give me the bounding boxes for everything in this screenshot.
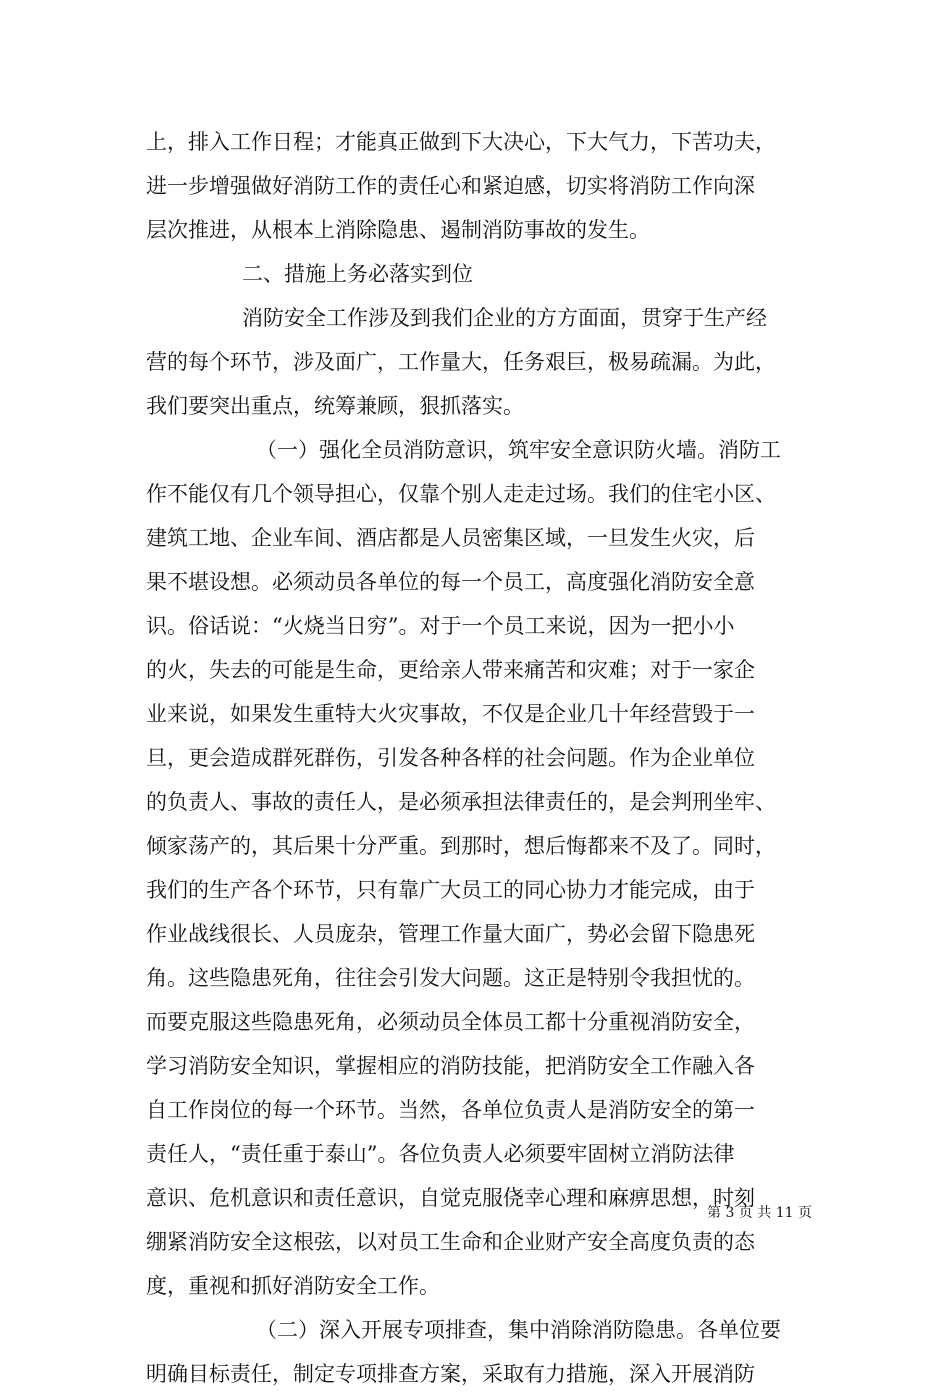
- text-line: 建筑工地、企业车间、酒店都是人员密集区域，一旦发生火灾，后: [146, 526, 755, 550]
- text-line: 倾家荡产的，其后果十分严重。到那时，想后悔都来不及了。同时，: [146, 834, 776, 858]
- text-line: 果不堪设想。必须动员各单位的每一个员工，高度强化消防安全意: [146, 570, 755, 594]
- page-number-footer: 第 3 页 共 11 页: [707, 1205, 812, 1221]
- text-line: 进一步增强做好消防工作的责任心和紧迫感，切实将消防工作向深: [146, 174, 755, 198]
- text-line: 消防安全工作涉及到我们企业的方方面面，贯穿于生产经: [242, 306, 767, 330]
- section-heading: 二、措施上务必落实到位: [242, 262, 473, 286]
- text-line: 作不能仅有几个领导担心，仅靠个别人走走过场。我们的住宅小区、: [146, 482, 776, 506]
- text-line: 识。俗话说：“火烧当日穷”。对于一个员工来说，因为一把小小: [146, 614, 735, 638]
- subsection-heading-line: （二）深入开展专项排查，集中消除消防隐患。各单位要: [256, 1318, 781, 1342]
- text-line: 旦，更会造成群死群伤，引发各种各样的社会问题。作为企业单位: [146, 746, 755, 770]
- text-line: 作业战线很长、人员庞杂，管理工作量大面广，势必会留下隐患死: [146, 922, 755, 946]
- text-line: 明确目标责任，制定专项排查方案，采取有力措施，深入开展消防: [146, 1362, 755, 1386]
- text-line: 上，排入工作日程；才能真正做到下大决心，下大气力，下苦功夫，: [146, 130, 776, 154]
- text-line: 而要克服这些隐患死角，必须动员全体员工都十分重视消防安全，: [146, 1010, 755, 1034]
- text-line: 我们要突出重点，统筹兼顾，狠抓落实。: [146, 394, 524, 418]
- text-line: 责任人，“责任重于泰山”。各位负责人必须要牢固树立消防法律: [146, 1142, 735, 1166]
- text-line: 绷紧消防安全这根弦，以对员工生命和企业财产安全高度负责的态: [146, 1230, 755, 1254]
- text-line: 的火，失去的可能是生命，更给亲人带来痛苦和灾难；对于一家企: [146, 658, 755, 682]
- text-line: 自工作岗位的每一个环节。当然，各单位负责人是消防安全的第一: [146, 1098, 755, 1122]
- text-line: 的负责人、事故的责任人，是必须承担法律责任的，是会判刑坐牢、: [146, 790, 776, 814]
- text-line: 营的每个环节，涉及面广，工作量大，任务艰巨，极易疏漏。为此，: [146, 350, 776, 374]
- text-line: 层次推进，从根本上消除隐患、遏制消防事故的发生。: [146, 218, 650, 242]
- subsection-heading-line: （一）强化全员消防意识，筑牢安全意识防火墙。消防工: [256, 438, 781, 462]
- text-line: 业来说，如果发生重特大火灾事故，不仅是企业几十年经营毁于一: [146, 702, 755, 726]
- text-line: 度，重视和抓好消防安全工作。: [146, 1274, 440, 1298]
- text-line: 角。这些隐患死角，往往会引发大问题。这正是特别令我担忧的。: [146, 966, 755, 990]
- text-line: 学习消防安全知识，掌握相应的消防技能，把消防安全工作融入各: [146, 1054, 755, 1078]
- text-line: 我们的生产各个环节，只有靠广大员工的同心协力才能完成，由于: [146, 878, 755, 902]
- text-line: 意识、危机意识和责任意识，自觉克服侥幸心理和麻痹思想，时刻: [146, 1186, 755, 1210]
